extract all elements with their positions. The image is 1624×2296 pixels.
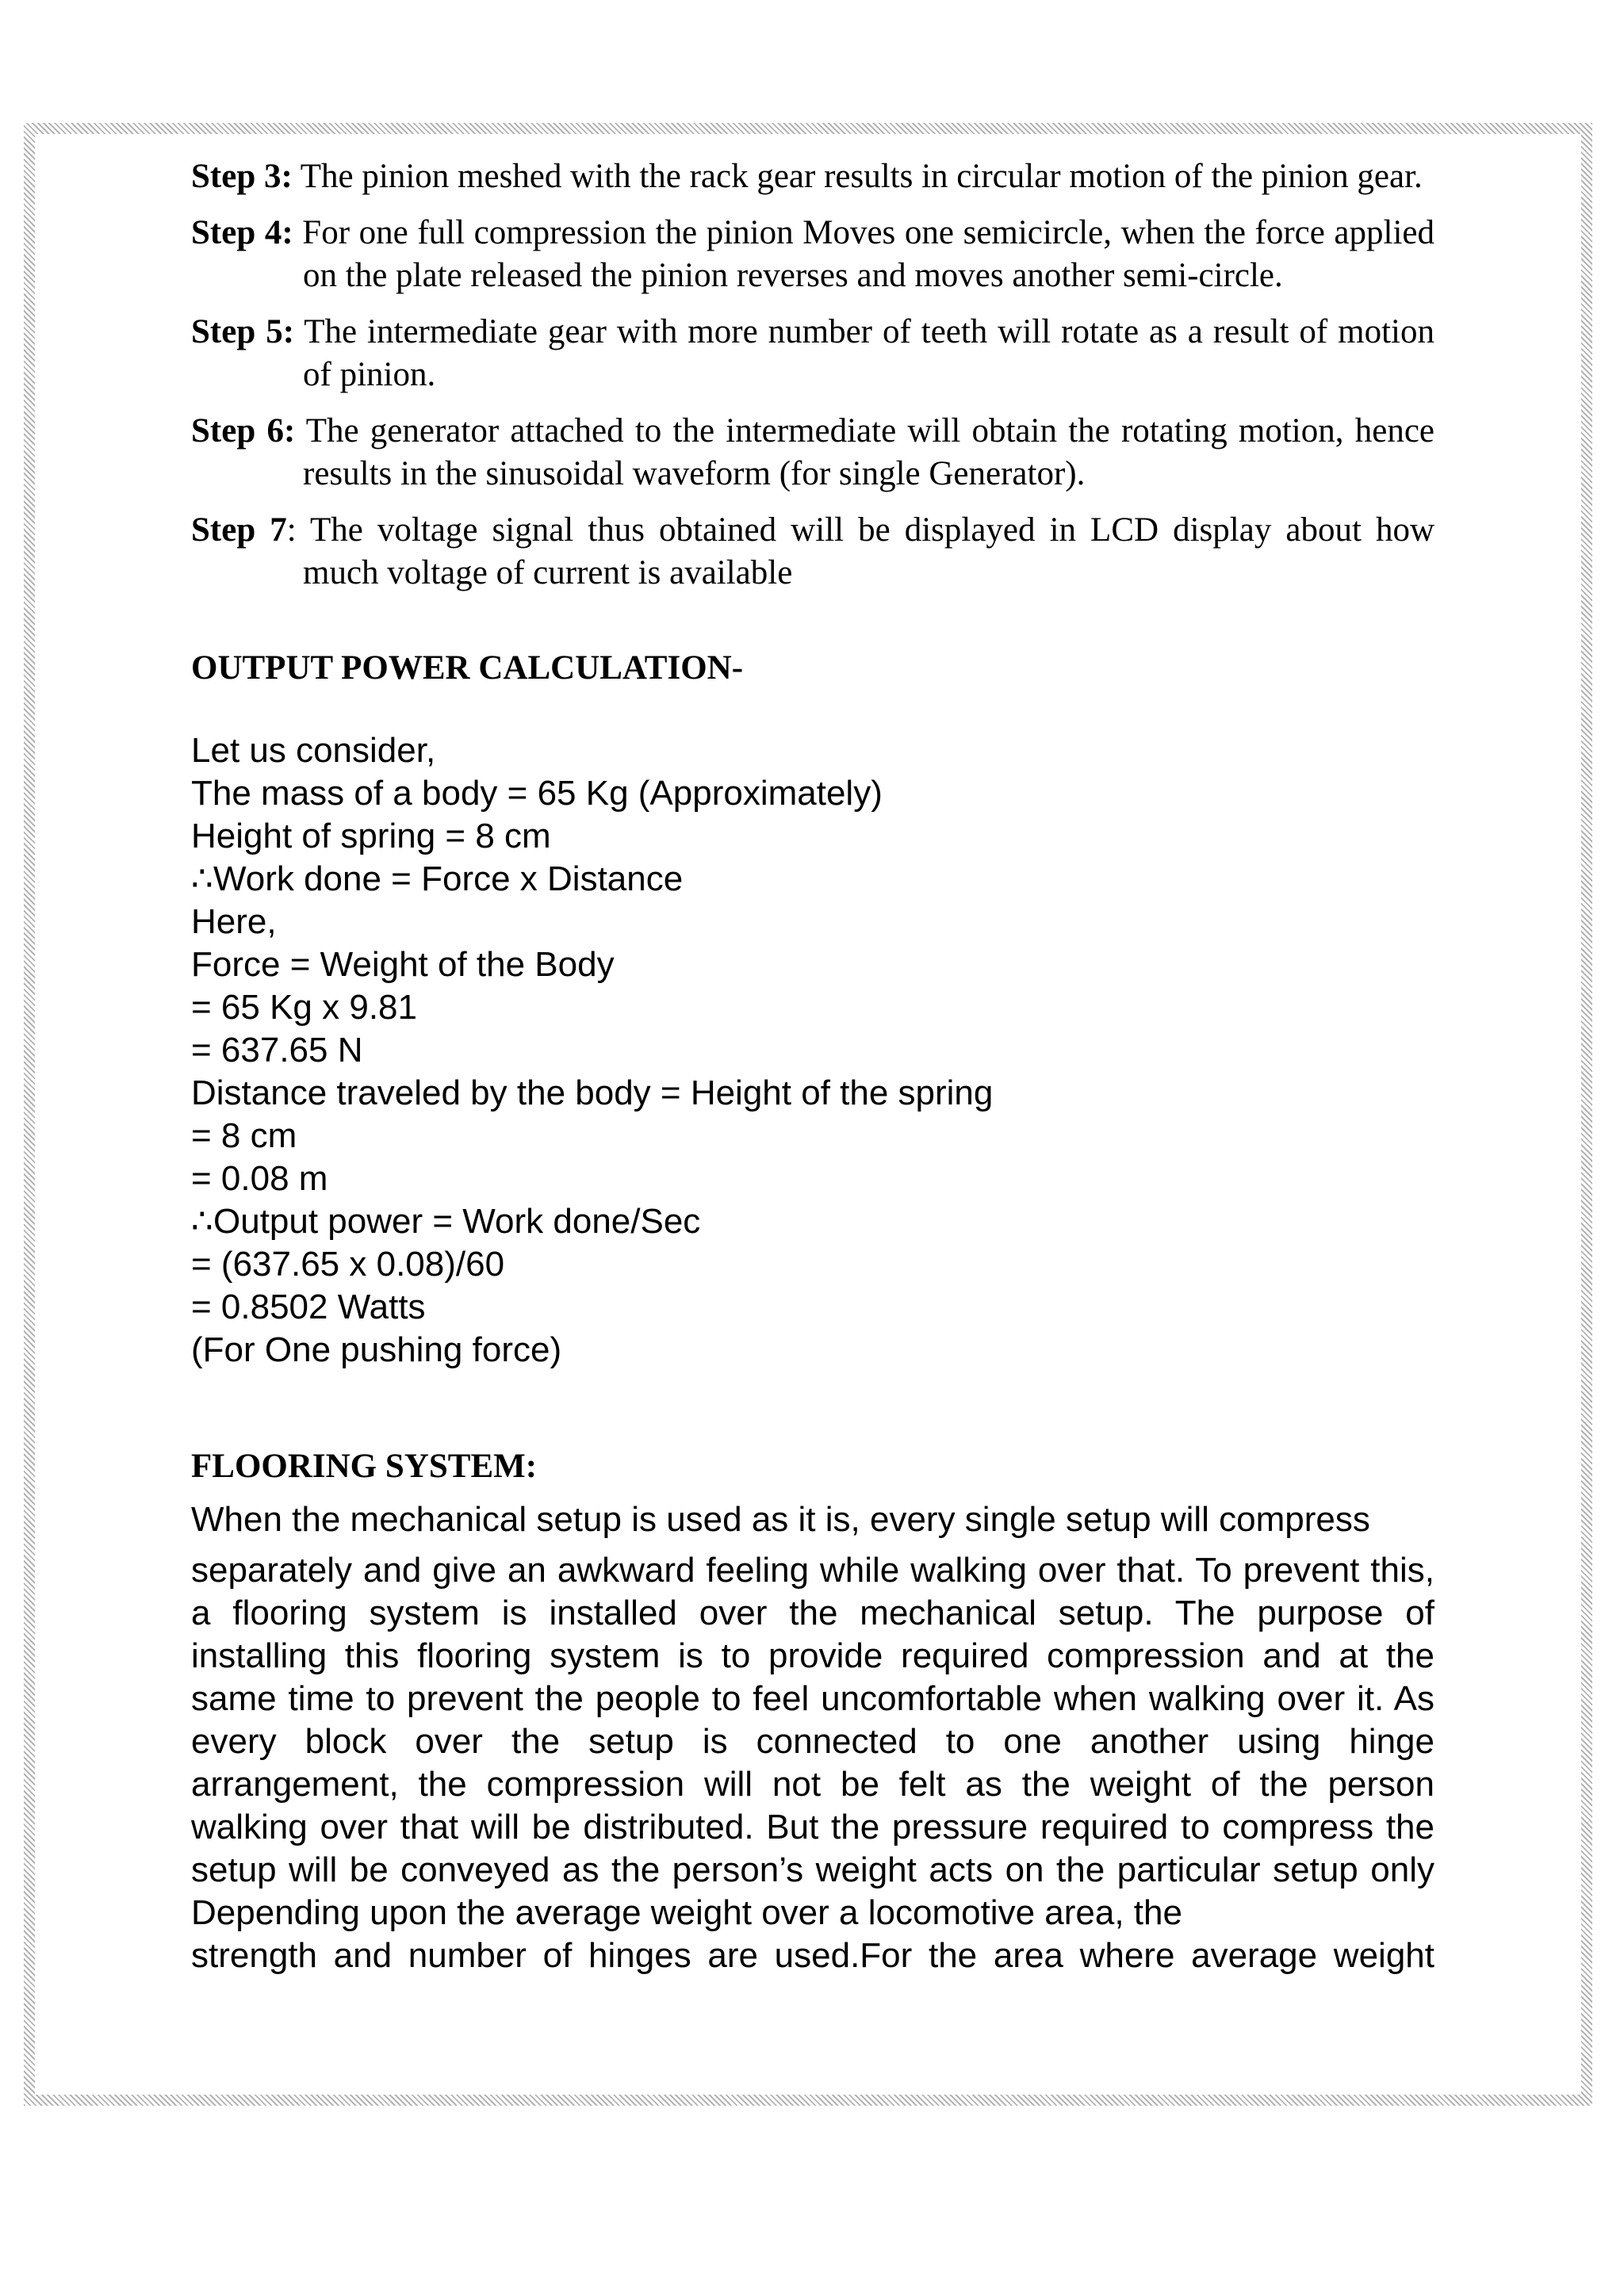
step-label: Step 4: — [191, 214, 293, 251]
calc-line: = 0.08 m — [191, 1159, 328, 1198]
step-text: The intermediate gear with more number of teeth will rotate as a result of motion of pinion. — [294, 313, 1434, 393]
calc-line: (For One pushing force) — [191, 1330, 562, 1369]
step-5 — [191, 311, 1434, 396]
flooring-paragraph — [191, 1549, 1434, 1977]
calc-line: = 637.65 N — [191, 1031, 363, 1070]
step-7 — [191, 509, 1434, 595]
calc-line: The mass of a body = 65 Kg (Approximately) — [191, 774, 883, 813]
calc-line: ∴Work done = Force x Distance — [191, 859, 684, 898]
step-text: For one full compression the pinion Moves one semicircle, when the force applied on the plate released the pinion reverses and moves another semi-circle. — [293, 214, 1434, 294]
flooring-first-line: When the mechanical setup is used as it is, every single setup will compress — [191, 1500, 1370, 1539]
step-text: The generator attached to the intermediate will obtain the rotating motion, hence results in the sinusoidal waveform (for single Generator). — [295, 412, 1434, 492]
calc-line: ∴Output power = Work done/Sec — [191, 1202, 701, 1241]
flooring-system-heading: FLOORING SYSTEM: — [191, 1448, 538, 1485]
step-label: Step 6: — [191, 412, 296, 450]
flooring-paragraph-body: separately and give an awkward feeling while walking over that. To prevent this, a flooring system is installed over the mechanical setup. The purpose of installing this flooring system is to provide required compression and at the same time to prevent the people to feel uncomfortable when walking over it. As every block over the setup is connected to one another using hinge arrangement, the compression will not be felt as the weight of the person walking over that will be distributed. But the pressure required to compress the setup will be conveyed as the person’s weight acts on the particular setup only Depending upon the average weight over a locomotive area, the — [191, 1551, 1434, 1932]
calc-line: = 8 cm — [191, 1116, 297, 1155]
step-label: Step 5: — [191, 313, 295, 350]
page-content — [191, 155, 1434, 1977]
calc-line: = (637.65 x 0.08)/60 — [191, 1245, 505, 1284]
output-power-calculation — [191, 729, 1434, 1372]
step-label: Step 7 — [191, 511, 287, 549]
calc-line: Distance traveled by the body = Height of the spring — [191, 1073, 994, 1112]
output-power-heading: OUTPUT POWER CALCULATION- — [191, 649, 744, 687]
step-text: The voltage signal thus obtained will be displayed in LCD display about how much voltage of current is available — [296, 511, 1435, 591]
calc-line: = 0.8502 Watts — [191, 1288, 426, 1326]
step-text: The pinion meshed with the rack gear results in circular motion of the pinion gear. — [292, 158, 1423, 195]
calc-line: Here, — [191, 902, 277, 941]
calc-line: = 65 Kg x 9.81 — [191, 988, 417, 1027]
calc-line: Let us consider, — [191, 731, 436, 770]
calc-line: Force = Weight of the Body — [191, 945, 615, 984]
flooring-paragraph-last-line: strength and number of hinges are used.For the area where average weight — [191, 1936, 1434, 1975]
step-4 — [191, 212, 1434, 297]
step-label: Step 3: — [191, 158, 293, 195]
step-6 — [191, 410, 1434, 496]
step-colon: : — [286, 511, 297, 549]
step-3 — [191, 155, 1434, 198]
steps-list — [191, 155, 1434, 595]
calc-line: Height of spring = 8 cm — [191, 817, 551, 855]
